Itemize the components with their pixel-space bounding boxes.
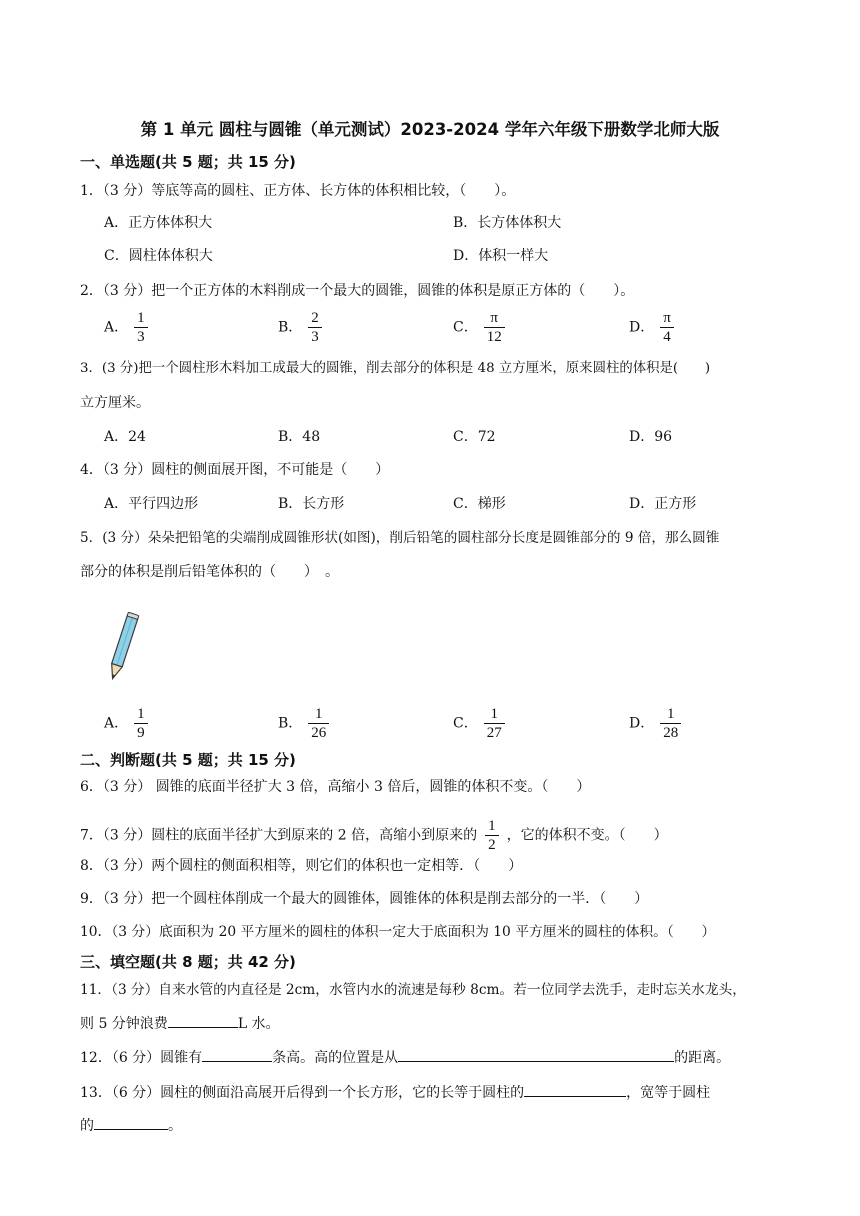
q2-option-c-fraction (484, 309, 505, 346)
q2-option-b (278, 309, 322, 346)
q2-option-d-letter: D． (629, 319, 655, 336)
fraction-numerator: π (490, 310, 498, 326)
question-6-text: 6．（3 分） 圆锥的底面半径扩大 3 倍，高缩小 3 倍后，圆锥的体积不变。（ ） (80, 779, 591, 795)
q5-option-c (453, 705, 505, 742)
question-13-post: ，宽等于圆柱 (626, 1085, 711, 1101)
q2-option-c (453, 309, 505, 346)
question-12-post: 的距离。 (674, 1050, 731, 1066)
question-4-text: 4．（3 分）圆柱的侧面展开图，不可能是（ ） (80, 462, 390, 478)
question-5-line-2: 部分的体积是削后铅笔体积的（ ） 。 (80, 564, 339, 580)
question-13-line2-post: 。 (168, 1118, 182, 1134)
q4-option-a: A．平行四边形 (104, 496, 199, 512)
q5-option-b-fraction (308, 705, 329, 742)
q5-option-d-fraction (660, 705, 681, 742)
fraction-denominator: 12 (484, 327, 505, 346)
fraction-numerator: 1 (666, 706, 675, 722)
q1-option-b: B．长方体体积大 (453, 215, 562, 231)
question-3-line-2: 立方厘米。 (80, 395, 150, 411)
section-heading-fill-blank: 三、填空题(共 8 题；共 42 分) (80, 953, 296, 971)
q5-option-d (629, 705, 681, 742)
question-11-post: L 水。 (237, 1016, 280, 1032)
q3-option-b: B．48 (278, 429, 321, 445)
fraction-numerator: 2 (311, 310, 319, 326)
question-13-pre: 13．（6 分）圆柱的侧面沿高展开后得到一个长方形，它的长等于圆柱的 (80, 1085, 525, 1101)
q1-option-a: A．正方体体积大 (104, 215, 213, 231)
fraction-denominator: 4 (660, 327, 674, 346)
q2-option-a-fraction (134, 309, 148, 346)
q4-option-b: B．长方形 (278, 496, 345, 512)
question-3-line-1: 3．(3 分)把一个圆柱形木料加工成最大的圆锥，削去部分的体积是 48 立方厘米，原来圆柱的体积是( ) (80, 361, 711, 376)
question-7-post: ，它的体积不变。（ ） (506, 827, 668, 844)
q5-option-a (104, 705, 148, 742)
q1-option-d: D．体积一样大 (453, 248, 549, 264)
q4-option-c: C．梯形 (453, 496, 506, 512)
question-11-line-1: 11．（3 分）自来水管的内直径是 2cm，水管内水的流速是每秒 8cm。若一位同学去洗手，走时忘关水龙头， (80, 982, 746, 998)
fraction-denominator: 28 (660, 723, 681, 742)
q5-option-b-letter: B． (278, 715, 303, 732)
q2-option-d (629, 309, 674, 346)
question-7-pre: 7．（3 分）圆柱的底面半径扩大到原来的 2 倍，高缩小到原来的 (80, 827, 478, 844)
question-5-line-1: 5．(3 分）朵朵把铅笔的尖端削成圆锥形状(如图)，削后铅笔的圆柱部分长度是圆锥部分的 9 倍，那么圆锥 (80, 530, 720, 546)
question-11-pre: 则 5 分钟浪费 (80, 1016, 168, 1032)
q3-option-a: A．24 (104, 429, 146, 445)
answer-blank[interactable] (168, 1013, 238, 1028)
fraction-numerator: 1 (315, 706, 323, 722)
q2-option-b-fraction (308, 309, 322, 346)
question-13-line-2 (80, 1115, 182, 1136)
q3-option-c: C．72 (453, 429, 496, 445)
fraction-denominator: 3 (134, 327, 148, 346)
fraction-numerator: 1 (490, 706, 498, 722)
q4-option-d: D．正方形 (629, 496, 697, 512)
q1-option-c: C．圆柱体体积大 (104, 248, 213, 264)
q2-option-c-letter: C． (453, 319, 478, 336)
fraction-denominator: 9 (134, 723, 148, 742)
question-12-text (80, 1047, 730, 1068)
fraction-denominator: 2 (485, 835, 499, 854)
q3-option-d: D．96 (629, 429, 673, 445)
q5-option-c-fraction (484, 705, 505, 742)
fraction-numerator: π (663, 310, 671, 326)
answer-blank[interactable] (524, 1082, 626, 1097)
answer-blank[interactable] (398, 1047, 674, 1062)
answer-blank[interactable] (94, 1115, 168, 1130)
q5-option-a-letter: A． (104, 715, 129, 732)
question-7-text (80, 817, 668, 854)
pencil-illustration (100, 610, 144, 686)
q2-option-a (104, 309, 148, 346)
fraction-denominator: 27 (484, 723, 505, 742)
fraction-denominator: 26 (308, 723, 329, 742)
question-12-pre: 12．（6 分）圆锥有 (80, 1050, 203, 1066)
section-heading-true-false: 二、判断题(共 5 题；共 15 分) (80, 751, 296, 769)
question-1-text: 1．（3 分）等底等高的圆柱、正方体、长方体的体积相比较，（ ）。 (80, 183, 516, 199)
fraction-denominator: 3 (308, 327, 322, 346)
q2-option-d-fraction (660, 309, 674, 346)
q5-option-d-letter: D． (629, 715, 655, 732)
question-12-mid: 条高。高的位置是从 (272, 1050, 399, 1066)
question-8-text: 8．（3 分）两个圆柱的侧面积相等，则它们的体积也一定相等．（ ） (80, 858, 523, 874)
question-13-line2-pre: 的 (80, 1118, 94, 1134)
fraction-numerator: 1 (488, 818, 496, 834)
question-13-line-1 (80, 1082, 710, 1103)
q5-option-a-fraction (134, 705, 148, 742)
question-9-text: 9．（3 分）把一个圆柱体削成一个最大的圆锥体，圆锥体的体积是削去部分的一半．（ ） (80, 891, 649, 907)
question-11-line-2 (80, 1013, 280, 1034)
fraction-numerator: 1 (137, 310, 145, 326)
section-heading-single-choice: 一、单选题(共 5 题；共 15 分) (80, 153, 296, 171)
question-7-fraction (485, 817, 499, 854)
page-title: 第 1 单元 圆柱与圆锥（单元测试）2023-2024 学年六年级下册数学北师大版 (140, 120, 720, 139)
q2-option-b-letter: B． (278, 319, 303, 336)
q5-option-c-letter: C． (453, 715, 478, 732)
q2-option-a-letter: A． (104, 319, 129, 336)
question-2-text: 2．（3 分）把一个正方体的木料削成一个最大的圆锥，圆锥的体积是原正方体的（ ）。 (80, 283, 635, 299)
q5-option-b (278, 705, 329, 742)
question-10-text: 10．（3 分）底面积为 20 平方厘米的圆柱的体积一定大于底面积为 10 平方厘米的圆柱的体积。（ ） (80, 924, 716, 940)
fraction-numerator: 1 (137, 706, 145, 722)
answer-blank[interactable] (202, 1047, 272, 1062)
